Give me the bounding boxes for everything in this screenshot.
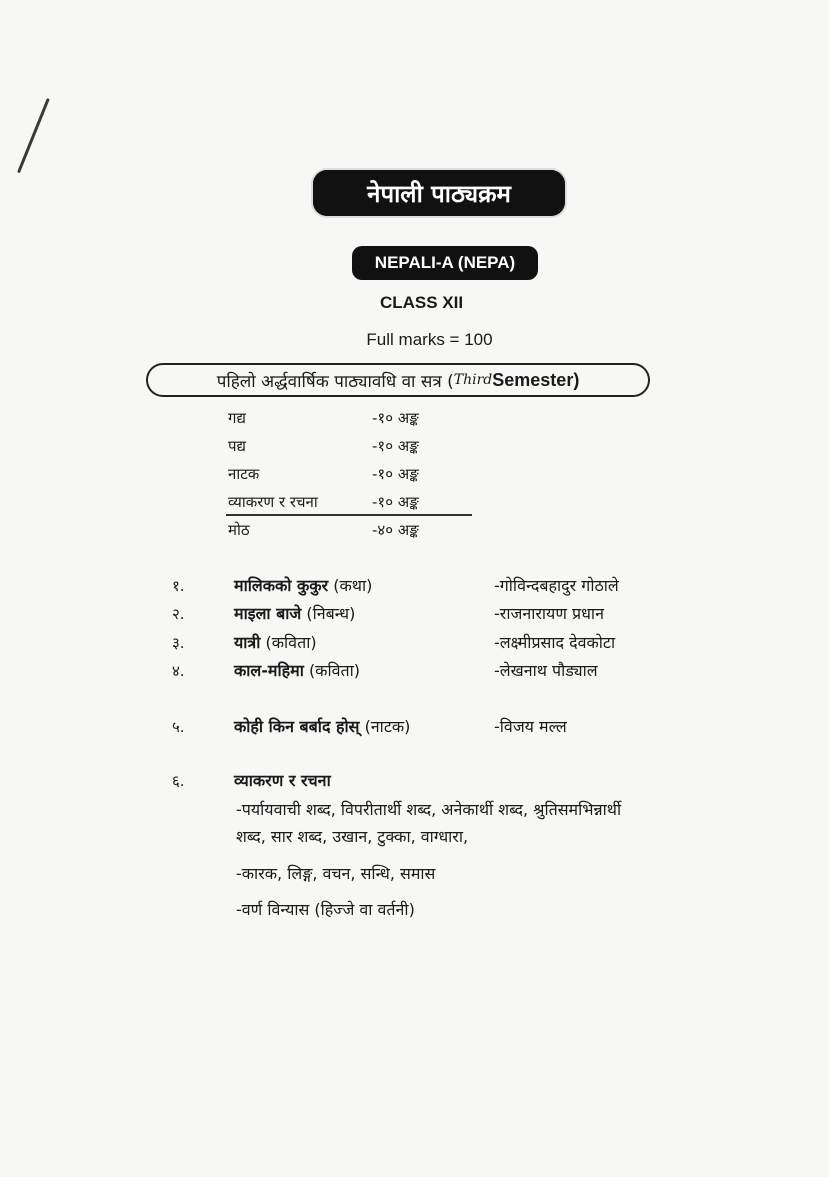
- marks-row: [226, 432, 476, 460]
- lesson-title: [234, 659, 360, 681]
- grammar-topic-line: शब्द, सार शब्द, उखान, टुक्का, वाग्धारा,: [236, 827, 469, 846]
- marks-row-label: नाटक: [228, 465, 260, 483]
- lesson-title-text: मालिकको कुकुर: [234, 576, 329, 595]
- marks-row-label: व्याकरण र रचना: [228, 493, 318, 511]
- lesson-author: -लेखनाथ पौड्याल: [494, 661, 598, 680]
- lesson-title: [234, 631, 317, 653]
- pen-stroke-mark: [17, 98, 50, 173]
- semester-banner: [146, 363, 650, 397]
- marks-total-row: [226, 516, 476, 544]
- lesson-title-text: यात्री: [234, 633, 261, 652]
- marks-distribution-table: [226, 404, 476, 544]
- lesson-author: -विजय मल्ल: [494, 717, 567, 736]
- marks-row: [226, 404, 476, 432]
- lesson-number: २.: [172, 605, 185, 623]
- lesson-number: १.: [172, 577, 185, 595]
- full-marks-label: Full marks = 100: [366, 330, 493, 349]
- subject-code-badge: NEPALI-A (NEPA): [352, 246, 538, 280]
- marks-total-label: मोठ: [228, 521, 250, 539]
- lesson-title-text: कोही किन बर्बाद होस्: [234, 717, 360, 736]
- lesson-genre: (कविता): [265, 633, 317, 652]
- lesson-author: -लक्ष्मीप्रसाद देवकोटा: [494, 633, 616, 652]
- grammar-topic-line: -पर्यायवाची शब्द, विपरीतार्थी शब्द, अनेकार्थी शब्द, श्रुतिसमभिन्नार्थी: [236, 800, 622, 819]
- marks-row-value: -१० अङ्क: [372, 437, 419, 455]
- lesson-genre: (कविता): [308, 661, 361, 680]
- marks-row: [226, 488, 476, 516]
- lesson-title: [234, 602, 355, 624]
- marks-row-value: -१० अङ्क: [372, 409, 419, 427]
- lesson-genre: (निबन्ध): [306, 604, 356, 623]
- page-title: नेपाली पाठ्यक्रम: [313, 170, 565, 216]
- lesson-number: ४.: [172, 662, 185, 680]
- grammar-number: ६.: [172, 772, 185, 790]
- lesson-number: ३.: [172, 634, 185, 652]
- lesson-title-text: काल-महिमा: [234, 661, 304, 680]
- lesson-title: [234, 715, 410, 737]
- marks-row-value: -१० अङ्क: [372, 493, 419, 511]
- grammar-title: व्याकरण र रचना: [234, 771, 331, 790]
- lesson-genre: (नाटक): [364, 717, 411, 736]
- grammar-topic-line: -वर्ण विन्यास (हिज्जे वा वर्तनी): [236, 900, 415, 919]
- lesson-author: -गोविन्दबहादुर गोठाले: [494, 576, 619, 595]
- marks-row-label: पद्य: [228, 437, 246, 455]
- lesson-title: [234, 574, 372, 596]
- grammar-topic-line: -कारक, लिङ्ग, वचन, सन्धि, समास: [236, 864, 436, 883]
- lesson-author: -राजनारायण प्रधान: [494, 604, 604, 623]
- semester-banner-semester: Semester): [492, 369, 580, 390]
- class-label: CLASS XII: [379, 293, 464, 312]
- semester-banner-nepali: पहिलो अर्द्धवार्षिक पाठ्यावधि वा सत्र (: [216, 371, 454, 392]
- semester-banner-third: Third: [453, 372, 493, 388]
- marks-row: [226, 460, 476, 488]
- marks-row-label: गद्य: [228, 409, 246, 427]
- marks-total-value: -४० अङ्क: [372, 521, 419, 539]
- lesson-genre: (कथा): [333, 576, 373, 595]
- lesson-number: ५.: [172, 718, 185, 736]
- lesson-title-text: माइला बाजे: [234, 604, 302, 623]
- marks-row-value: -१० अङ्क: [372, 465, 419, 483]
